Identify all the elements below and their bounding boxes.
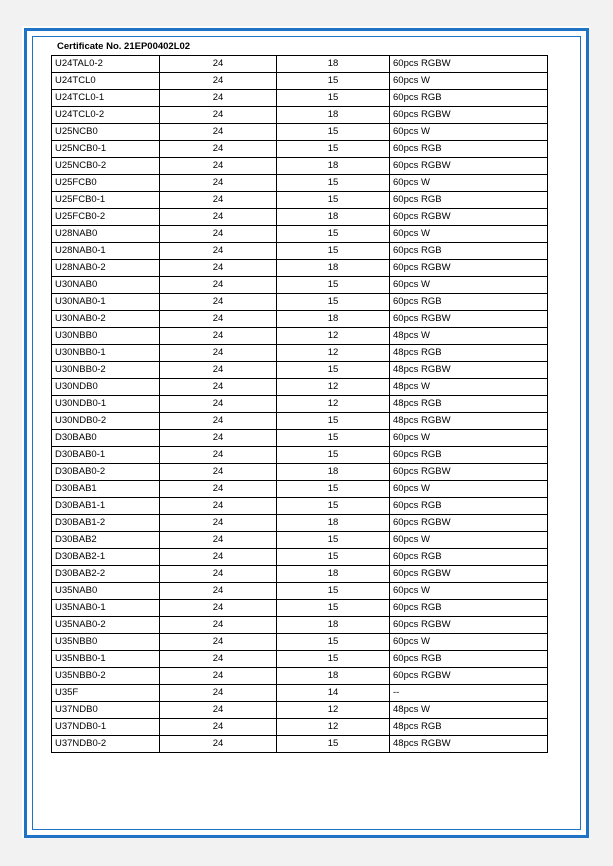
led-config-cell: 60pcs W bbox=[390, 277, 548, 294]
table-row bbox=[52, 600, 548, 617]
voltage-cell: 24 bbox=[160, 549, 277, 566]
led-config-cell: 60pcs W bbox=[390, 226, 548, 243]
voltage-cell: 24 bbox=[160, 719, 277, 736]
voltage-cell: 24 bbox=[160, 566, 277, 583]
model-cell: D30BAB1-2 bbox=[52, 515, 160, 532]
model-cell: D30BAB2-1 bbox=[52, 549, 160, 566]
power-cell: 12 bbox=[277, 702, 390, 719]
table-row bbox=[52, 532, 548, 549]
model-cell: D30BAB2-2 bbox=[52, 566, 160, 583]
model-cell: U35NAB0-1 bbox=[52, 600, 160, 617]
power-cell: 15 bbox=[277, 73, 390, 90]
voltage-cell: 24 bbox=[160, 379, 277, 396]
model-cell: U25FCB0-2 bbox=[52, 209, 160, 226]
model-cell: U35NBB0-1 bbox=[52, 651, 160, 668]
table-row bbox=[52, 294, 548, 311]
model-cell: U25FCB0 bbox=[52, 175, 160, 192]
table-row bbox=[52, 226, 548, 243]
table-row bbox=[52, 634, 548, 651]
voltage-cell: 24 bbox=[160, 583, 277, 600]
model-cell: U30NAB0 bbox=[52, 277, 160, 294]
power-cell: 18 bbox=[277, 464, 390, 481]
model-cell: U35NBB0 bbox=[52, 634, 160, 651]
voltage-cell: 24 bbox=[160, 209, 277, 226]
table-row bbox=[52, 158, 548, 175]
voltage-cell: 24 bbox=[160, 192, 277, 209]
table-row bbox=[52, 515, 548, 532]
power-cell: 15 bbox=[277, 90, 390, 107]
voltage-cell: 24 bbox=[160, 294, 277, 311]
table-row bbox=[52, 617, 548, 634]
led-config-cell: 60pcs RGB bbox=[390, 651, 548, 668]
led-config-cell: -- bbox=[390, 685, 548, 702]
led-config-cell: 60pcs RGBW bbox=[390, 158, 548, 175]
table-row bbox=[52, 209, 548, 226]
voltage-cell: 24 bbox=[160, 430, 277, 447]
table-row bbox=[52, 736, 548, 753]
table-row bbox=[52, 464, 548, 481]
led-config-cell: 60pcs W bbox=[390, 175, 548, 192]
model-cell: U30NDB0-2 bbox=[52, 413, 160, 430]
model-cell: U24TCL0-1 bbox=[52, 90, 160, 107]
voltage-cell: 24 bbox=[160, 345, 277, 362]
led-config-cell: 60pcs RGB bbox=[390, 90, 548, 107]
table-row bbox=[52, 345, 548, 362]
power-cell: 18 bbox=[277, 515, 390, 532]
led-config-cell: 60pcs RGB bbox=[390, 141, 548, 158]
table-row bbox=[52, 175, 548, 192]
led-config-cell: 48pcs RGBW bbox=[390, 736, 548, 753]
led-config-cell: 60pcs RGBW bbox=[390, 311, 548, 328]
voltage-cell: 24 bbox=[160, 260, 277, 277]
model-cell: U30NAB0-1 bbox=[52, 294, 160, 311]
table-row bbox=[52, 719, 548, 736]
led-config-cell: 48pcs RGB bbox=[390, 345, 548, 362]
voltage-cell: 24 bbox=[160, 56, 277, 73]
table-row bbox=[52, 260, 548, 277]
voltage-cell: 24 bbox=[160, 634, 277, 651]
table-row bbox=[52, 702, 548, 719]
table-row bbox=[52, 243, 548, 260]
table-row bbox=[52, 447, 548, 464]
led-config-cell: 60pcs W bbox=[390, 124, 548, 141]
table-row bbox=[52, 651, 548, 668]
model-cell: U24TAL0-2 bbox=[52, 56, 160, 73]
voltage-cell: 24 bbox=[160, 651, 277, 668]
table-row bbox=[52, 328, 548, 345]
table-row bbox=[52, 379, 548, 396]
model-cell: D30BAB0-2 bbox=[52, 464, 160, 481]
model-cell: U24TCL0-2 bbox=[52, 107, 160, 124]
model-table bbox=[51, 55, 548, 753]
voltage-cell: 24 bbox=[160, 617, 277, 634]
led-config-cell: 60pcs RGB bbox=[390, 294, 548, 311]
led-config-cell: 60pcs RGBW bbox=[390, 260, 548, 277]
power-cell: 15 bbox=[277, 583, 390, 600]
voltage-cell: 24 bbox=[160, 175, 277, 192]
model-cell: U25NCB0 bbox=[52, 124, 160, 141]
model-cell: D30BAB0 bbox=[52, 430, 160, 447]
voltage-cell: 24 bbox=[160, 243, 277, 260]
model-cell: D30BAB0-1 bbox=[52, 447, 160, 464]
led-config-cell: 60pcs RGBW bbox=[390, 464, 548, 481]
led-config-cell: 48pcs RGB bbox=[390, 719, 548, 736]
table-row bbox=[52, 668, 548, 685]
power-cell: 15 bbox=[277, 294, 390, 311]
power-cell: 14 bbox=[277, 685, 390, 702]
led-config-cell: 60pcs RGBW bbox=[390, 107, 548, 124]
power-cell: 12 bbox=[277, 379, 390, 396]
led-config-cell: 48pcs RGB bbox=[390, 396, 548, 413]
power-cell: 15 bbox=[277, 413, 390, 430]
led-config-cell: 60pcs W bbox=[390, 634, 548, 651]
model-cell: U30NDB0 bbox=[52, 379, 160, 396]
model-cell: U25NCB0-1 bbox=[52, 141, 160, 158]
power-cell: 18 bbox=[277, 566, 390, 583]
led-config-cell: 60pcs RGB bbox=[390, 243, 548, 260]
model-cell: U30NBB0 bbox=[52, 328, 160, 345]
led-config-cell: 48pcs RGBW bbox=[390, 362, 548, 379]
table-row bbox=[52, 107, 548, 124]
led-config-cell: 60pcs RGBW bbox=[390, 515, 548, 532]
voltage-cell: 24 bbox=[160, 311, 277, 328]
voltage-cell: 24 bbox=[160, 328, 277, 345]
model-cell: U37NDB0-2 bbox=[52, 736, 160, 753]
led-config-cell: 60pcs W bbox=[390, 583, 548, 600]
power-cell: 12 bbox=[277, 396, 390, 413]
power-cell: 15 bbox=[277, 277, 390, 294]
led-config-cell: 60pcs RGBW bbox=[390, 617, 548, 634]
model-cell: U28NAB0 bbox=[52, 226, 160, 243]
voltage-cell: 24 bbox=[160, 600, 277, 617]
table-row bbox=[52, 73, 548, 90]
voltage-cell: 24 bbox=[160, 498, 277, 515]
power-cell: 15 bbox=[277, 141, 390, 158]
led-config-cell: 48pcs W bbox=[390, 702, 548, 719]
led-config-cell: 60pcs RGB bbox=[390, 192, 548, 209]
power-cell: 15 bbox=[277, 549, 390, 566]
led-config-cell: 48pcs W bbox=[390, 379, 548, 396]
table-row bbox=[52, 90, 548, 107]
power-cell: 18 bbox=[277, 56, 390, 73]
voltage-cell: 24 bbox=[160, 158, 277, 175]
model-cell: U25FCB0-1 bbox=[52, 192, 160, 209]
model-cell: U28NAB0-2 bbox=[52, 260, 160, 277]
voltage-cell: 24 bbox=[160, 736, 277, 753]
table-row bbox=[52, 124, 548, 141]
led-config-cell: 60pcs RGB bbox=[390, 447, 548, 464]
led-config-cell: 60pcs RGBW bbox=[390, 668, 548, 685]
power-cell: 12 bbox=[277, 719, 390, 736]
power-cell: 15 bbox=[277, 634, 390, 651]
power-cell: 18 bbox=[277, 107, 390, 124]
table-row bbox=[52, 583, 548, 600]
power-cell: 15 bbox=[277, 243, 390, 260]
table-row bbox=[52, 141, 548, 158]
model-cell: U24TCL0 bbox=[52, 73, 160, 90]
power-cell: 18 bbox=[277, 158, 390, 175]
table-row bbox=[52, 481, 548, 498]
power-cell: 15 bbox=[277, 498, 390, 515]
power-cell: 15 bbox=[277, 651, 390, 668]
table-row bbox=[52, 413, 548, 430]
voltage-cell: 24 bbox=[160, 141, 277, 158]
model-cell: U30NAB0-2 bbox=[52, 311, 160, 328]
voltage-cell: 24 bbox=[160, 413, 277, 430]
power-cell: 15 bbox=[277, 124, 390, 141]
table-row bbox=[52, 430, 548, 447]
model-cell: U30NBB0-2 bbox=[52, 362, 160, 379]
led-config-cell: 60pcs RGBW bbox=[390, 209, 548, 226]
table-row bbox=[52, 396, 548, 413]
model-cell: U37NDB0 bbox=[52, 702, 160, 719]
model-cell: U35NAB0-2 bbox=[52, 617, 160, 634]
power-cell: 12 bbox=[277, 345, 390, 362]
voltage-cell: 24 bbox=[160, 481, 277, 498]
model-cell: U28NAB0-1 bbox=[52, 243, 160, 260]
led-config-cell: 60pcs W bbox=[390, 430, 548, 447]
voltage-cell: 24 bbox=[160, 464, 277, 481]
power-cell: 15 bbox=[277, 362, 390, 379]
model-cell: U35NBB0-2 bbox=[52, 668, 160, 685]
table-row bbox=[52, 362, 548, 379]
table-row bbox=[52, 685, 548, 702]
led-config-cell: 48pcs W bbox=[390, 328, 548, 345]
voltage-cell: 24 bbox=[160, 277, 277, 294]
table-row bbox=[52, 56, 548, 73]
voltage-cell: 24 bbox=[160, 532, 277, 549]
led-config-cell: 60pcs W bbox=[390, 73, 548, 90]
model-cell: U25NCB0-2 bbox=[52, 158, 160, 175]
table-row bbox=[52, 192, 548, 209]
led-config-cell: 48pcs RGBW bbox=[390, 413, 548, 430]
voltage-cell: 24 bbox=[160, 685, 277, 702]
model-cell: U35F bbox=[52, 685, 160, 702]
power-cell: 15 bbox=[277, 600, 390, 617]
model-cell: U35NAB0 bbox=[52, 583, 160, 600]
power-cell: 15 bbox=[277, 226, 390, 243]
power-cell: 18 bbox=[277, 668, 390, 685]
power-cell: 18 bbox=[277, 209, 390, 226]
voltage-cell: 24 bbox=[160, 73, 277, 90]
voltage-cell: 24 bbox=[160, 226, 277, 243]
table-row bbox=[52, 566, 548, 583]
voltage-cell: 24 bbox=[160, 107, 277, 124]
led-config-cell: 60pcs RGBW bbox=[390, 56, 548, 73]
model-cell: D30BAB2 bbox=[52, 532, 160, 549]
model-cell: D30BAB1-1 bbox=[52, 498, 160, 515]
power-cell: 15 bbox=[277, 481, 390, 498]
power-cell: 15 bbox=[277, 532, 390, 549]
led-config-cell: 60pcs RGB bbox=[390, 549, 548, 566]
voltage-cell: 24 bbox=[160, 515, 277, 532]
power-cell: 15 bbox=[277, 192, 390, 209]
model-cell: U30NBB0-1 bbox=[52, 345, 160, 362]
power-cell: 18 bbox=[277, 260, 390, 277]
led-config-cell: 60pcs W bbox=[390, 481, 548, 498]
model-cell: U37NDB0-1 bbox=[52, 719, 160, 736]
power-cell: 15 bbox=[277, 736, 390, 753]
table-row bbox=[52, 311, 548, 328]
certificate-number: Certificate No. 21EP00402L02 bbox=[57, 41, 191, 52]
led-config-cell: 60pcs RGBW bbox=[390, 566, 548, 583]
voltage-cell: 24 bbox=[160, 668, 277, 685]
voltage-cell: 24 bbox=[160, 124, 277, 141]
power-cell: 15 bbox=[277, 175, 390, 192]
power-cell: 15 bbox=[277, 430, 390, 447]
power-cell: 15 bbox=[277, 447, 390, 464]
power-cell: 12 bbox=[277, 328, 390, 345]
led-config-cell: 60pcs RGB bbox=[390, 498, 548, 515]
voltage-cell: 24 bbox=[160, 702, 277, 719]
led-config-cell: 60pcs W bbox=[390, 532, 548, 549]
led-config-cell: 60pcs RGB bbox=[390, 600, 548, 617]
voltage-cell: 24 bbox=[160, 362, 277, 379]
table-row bbox=[52, 549, 548, 566]
voltage-cell: 24 bbox=[160, 447, 277, 464]
power-cell: 18 bbox=[277, 617, 390, 634]
table-row bbox=[52, 498, 548, 515]
voltage-cell: 24 bbox=[160, 396, 277, 413]
voltage-cell: 24 bbox=[160, 90, 277, 107]
model-cell: U30NDB0-1 bbox=[52, 396, 160, 413]
table-row bbox=[52, 277, 548, 294]
power-cell: 18 bbox=[277, 311, 390, 328]
model-cell: D30BAB1 bbox=[52, 481, 160, 498]
